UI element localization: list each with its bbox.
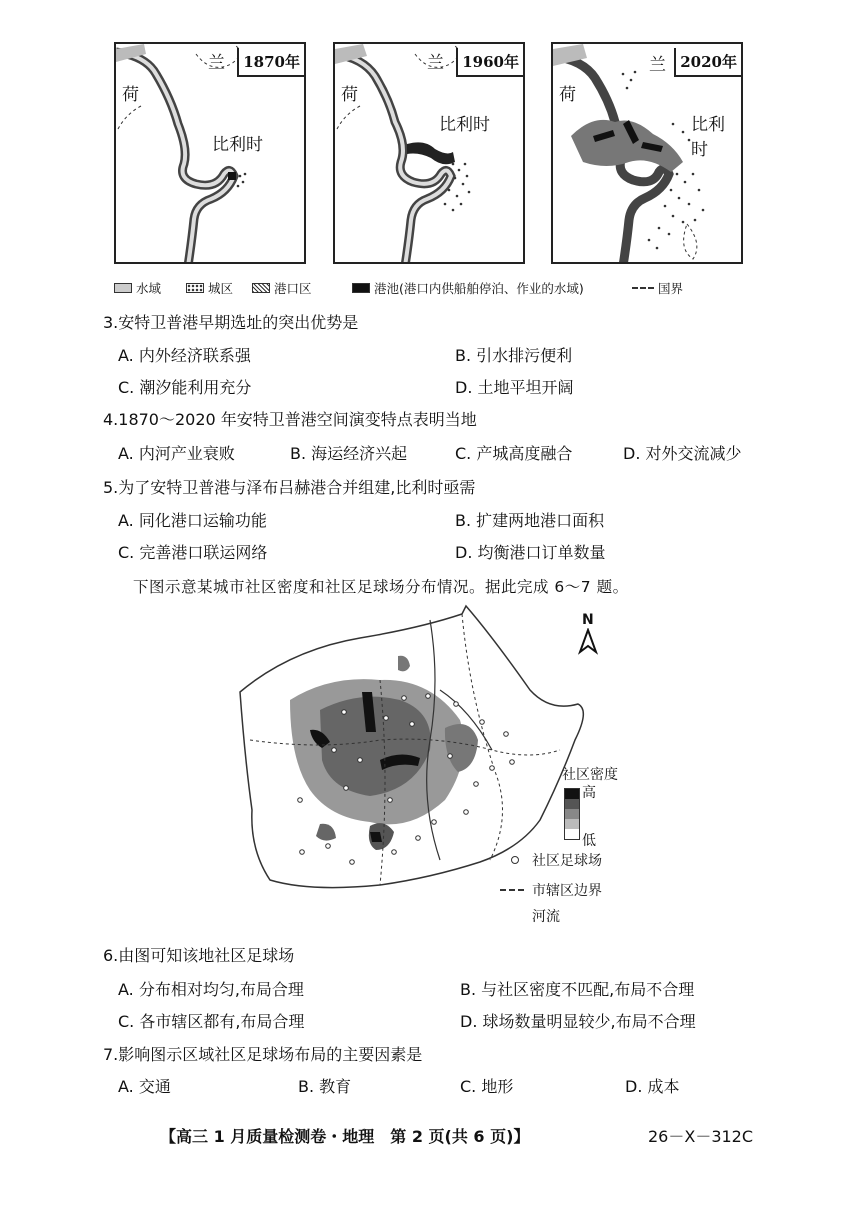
lan-label: 兰 [649, 55, 666, 75]
field-marker-icon [511, 856, 519, 864]
field-legend-label: 社区足球场 [532, 853, 602, 869]
density-high-label: 高 [582, 785, 596, 801]
year-label: 2020年 [674, 48, 741, 77]
port-map-1960 [333, 42, 525, 264]
density-scale [564, 788, 580, 840]
port-map-1870 [114, 42, 306, 264]
question-6-option-c[interactable]: C. 各市辖区都有,布局合理 [118, 1012, 305, 1031]
year-label: 1870年 [237, 48, 304, 77]
legend-water: 水域 [114, 279, 161, 297]
lan-label: 兰 [208, 53, 225, 73]
question-4-option-c[interactable]: C. 产城高度融合 [455, 444, 573, 463]
question-4-option-a[interactable]: A. 内河产业衰败 [118, 444, 235, 463]
netherlands-label: 荷 [341, 85, 358, 105]
port-map-legend [114, 279, 754, 299]
question-7-option-b[interactable]: B. 教育 [298, 1077, 352, 1096]
question-5-stem: 5.为了安特卫普港与泽布吕赫港合并组建,比利时亟需 [103, 478, 476, 497]
port-map-2020 [551, 42, 743, 264]
question-6-option-d[interactable]: D. 球场数量明显较少,布局不合理 [460, 1012, 696, 1031]
year-label: 1960年 [456, 48, 523, 77]
netherlands-label: 荷 [559, 85, 576, 105]
question-5-option-a[interactable]: A. 同化港口运输功能 [118, 511, 267, 530]
question-4-stem: 4.1870～2020 年安特卫普港空间演变特点表明当地 [103, 410, 477, 429]
belgium-label: 比利时 [439, 115, 490, 135]
belgium-label: 比利时 [691, 115, 725, 160]
district-border-icon [500, 889, 524, 891]
north-arrow-icon [578, 628, 598, 656]
question-4-option-d[interactable]: D. 对外交流减少 [623, 444, 742, 463]
question-5-option-d[interactable]: D. 均衡港口订单数量 [455, 543, 606, 562]
question-4-option-b[interactable]: B. 海运经济兴起 [290, 444, 408, 463]
footer-title: 【高三 1 月质量检测卷・地理 第 2 页(共 6 页)】 [160, 1127, 530, 1146]
city-swatch-icon [186, 283, 204, 293]
port-area-swatch-icon [252, 283, 270, 293]
density-low-label: 低 [582, 833, 596, 849]
legend-basin: 港池(港口内供船舶停泊、作业的水域) [352, 279, 584, 297]
question-5-option-b[interactable]: B. 扩建两地港口面积 [455, 511, 605, 530]
question-6-stem: 6.由图可知该地社区足球场 [103, 946, 295, 965]
question-6-option-a[interactable]: A. 分布相对均匀,布局合理 [118, 980, 304, 999]
question-3-option-c[interactable]: C. 潮汐能利用充分 [118, 378, 252, 397]
north-label: N [582, 612, 594, 628]
intro-text: 下图示意某城市社区密度和社区足球场分布情况。据此完成 6～7 题。 [133, 578, 629, 596]
question-6-option-b[interactable]: B. 与社区密度不匹配,布局不合理 [460, 980, 695, 999]
question-5-option-c[interactable]: C. 完善港口联运网络 [118, 543, 268, 562]
question-7-option-d[interactable]: D. 成本 [625, 1077, 680, 1096]
legend-port-area: 港口区 [252, 279, 312, 297]
question-3-option-a[interactable]: A. 内外经济联系强 [118, 346, 251, 365]
legend-border: 国界 [632, 279, 683, 297]
question-7-option-a[interactable]: A. 交通 [118, 1077, 171, 1096]
lan-label: 兰 [427, 53, 444, 73]
district-border-label: 市辖区边界 [532, 883, 602, 899]
river-label: 河流 [532, 909, 560, 925]
question-3-option-b[interactable]: B. 引水排污便利 [455, 346, 573, 365]
netherlands-label: 荷 [122, 85, 139, 105]
question-3-stem: 3.安特卫普港早期选址的突出优势是 [103, 313, 359, 332]
footer-code: 26－X－312C [648, 1127, 754, 1146]
border-line-icon [632, 287, 654, 289]
map-drawing-1870 [116, 44, 306, 264]
question-3-option-d[interactable]: D. 土地平坦开阔 [455, 378, 574, 397]
legend-city: 城区 [186, 279, 233, 297]
density-legend-title: 社区密度 [562, 767, 618, 783]
question-7-option-c[interactable]: C. 地形 [460, 1077, 514, 1096]
question-7-stem: 7.影响图示区域社区足球场布局的主要因素是 [103, 1045, 423, 1064]
belgium-label: 比利时 [212, 135, 263, 155]
map-drawing-1960 [335, 44, 525, 264]
water-swatch-icon [114, 283, 132, 293]
basin-swatch-icon [352, 283, 370, 293]
